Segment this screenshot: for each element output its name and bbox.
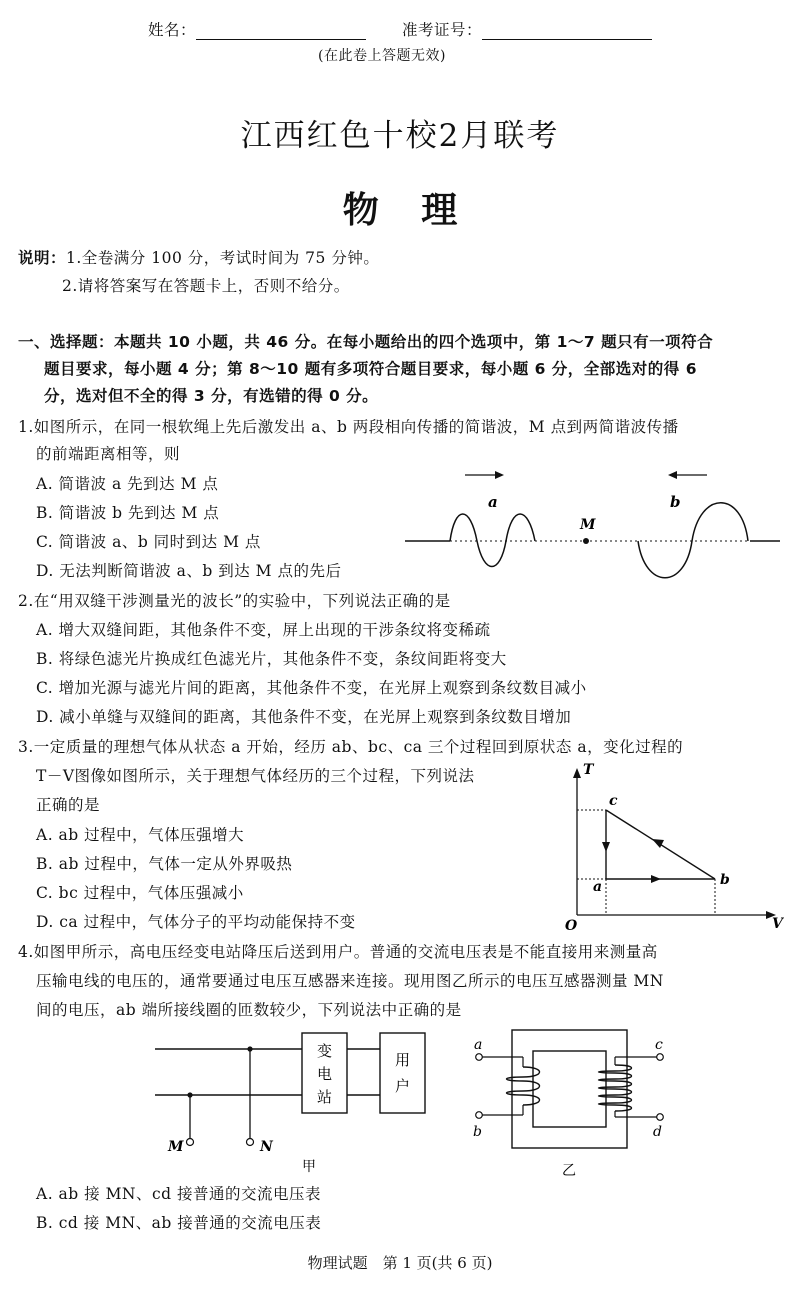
station-char: 站 (317, 1088, 333, 1106)
q3-option-b: B. ab 过程中，气体一定从外界吸热 (36, 855, 293, 873)
invalid-note: (在此卷上答题无效) (318, 48, 446, 64)
q1-option-b: B. 简谐波 b 先到达 M 点 (36, 504, 220, 522)
q4-option-a: A. ab 接 MN、cd 接普通的交流电压表 (36, 1185, 322, 1203)
q1-option-d: D. 无法判断简谐波 a、b 到达 M 点的先后 (36, 562, 342, 580)
q2-option-b: B. 将绿色滤光片换成红色滤光片，其他条件不变，条纹间距将变大 (36, 650, 507, 668)
label-o: O (565, 918, 578, 934)
terminal-c (657, 1054, 664, 1061)
q4-figure-yi (465, 1025, 695, 1180)
q2-option-a: A. 增大双缝间距，其他条件不变，屏上出现的干涉条纹将变稀疏 (36, 621, 491, 639)
station-char: 变 (317, 1042, 333, 1060)
q2-stem: 2.在“用双缝干涉测量光的波长”的实验中，下列说法正确的是 (18, 592, 451, 610)
terminal-a (476, 1054, 483, 1061)
name-field-row (148, 20, 366, 40)
label-m: M (580, 517, 596, 533)
q4-figure-jia (150, 1025, 440, 1175)
arrow-a-head (495, 471, 504, 479)
arrow-ab (651, 875, 661, 883)
q2-option-c: C. 增加光源与滤光片间的距离，其他条件不变，在光屏上观察到条纹数目减小 (36, 679, 587, 697)
q3-option-a: A. ab 过程中，气体压强增大 (36, 826, 245, 844)
t-axis-arrow (573, 768, 581, 778)
instruction-item: 1.全卷满分 100 分，考试时间为 75 分钟。 (66, 249, 380, 267)
q3-stem-line: 正确的是 (36, 796, 101, 814)
section-heading-line: 题目要求，每小题 4 分；第 8～10 题有多项符合题目要求，每小题 6 分，全部选对的得 6 (44, 360, 697, 378)
label-c: c (609, 793, 618, 809)
q4-stem-line: 间的电压，ab 端所接线圈的匝数较少，下列说法中正确的是 (36, 1001, 462, 1019)
user-char: 户 (395, 1077, 411, 1095)
section-heading-line: 一、选择题：本题共 10 小题，共 46 分。在每小题给出的四个选项中，第 1～7 题只有一项符合 (18, 333, 714, 351)
name-blank (196, 21, 366, 40)
q3-option-c: C. bc 过程中，气体压强减小 (36, 884, 244, 902)
arrow-b-head (668, 471, 677, 479)
instructions-label: 说明： (18, 249, 67, 267)
q1-wave-figure (400, 465, 785, 590)
point-m (583, 538, 589, 544)
q4-stem-line: 压输电线的电压的，通常要通过电压互感器来连接。现用图乙所示的电压互感器测量 MN (36, 972, 664, 990)
terminal-n (247, 1139, 254, 1146)
name-label: 姓名： (148, 21, 197, 39)
exam-no-field-row (402, 20, 652, 40)
label-m: M (168, 1139, 184, 1155)
q3-option-d: D. ca 过程中，气体分子的平均动能保持不变 (36, 913, 356, 931)
q1-option-c: C. 简谐波 a、b 同时到达 M 点 (36, 533, 261, 551)
core-inner (533, 1051, 606, 1127)
label-a: a (593, 879, 603, 895)
q3-stem-line: 3.一定质量的理想气体从状态 a 开始，经历 ab、bc、ca 三个过程回到原状态 a，变化过程的 (18, 738, 684, 756)
exam-title: 江西红色十校2月联考 (240, 118, 560, 154)
q2-option-d: D. 减小单缝与双缝间的距离，其他条件不变，在光屏上观察到条纹数目增加 (36, 708, 572, 726)
page-footer: 物理试题 第 1 页(共 6 页) (307, 1254, 493, 1272)
user-box (380, 1033, 425, 1113)
label-b: b (473, 1124, 482, 1140)
instructions-row-1 (18, 248, 379, 268)
label-t: T (583, 762, 594, 778)
q4-option-b: B. cd 接 MN、ab 接普通的交流电压表 (36, 1214, 322, 1232)
q3-tv-graph (560, 760, 790, 935)
arrow-bc (652, 839, 664, 848)
q1-stem-line: 的前端距离相等，则 (36, 445, 181, 463)
arrow-ca (602, 842, 610, 852)
label-d: d (653, 1124, 662, 1140)
section-heading-line: 分，选对但不全的得 3 分，有选错的得 0 分。 (44, 387, 379, 405)
q1-stem-line: 1.如图所示，在同一根软绳上先后激发出 a、b 两段相向传播的简谐波，M 点到两简谐波传播 (18, 418, 679, 436)
terminal-b (476, 1112, 483, 1119)
caption-yi: 乙 (562, 1163, 576, 1179)
terminal-d (657, 1114, 664, 1121)
caption-jia: 甲 (302, 1159, 316, 1175)
subject-title: 物 理 (342, 190, 458, 231)
node-m (187, 1092, 192, 1097)
label-n: N (260, 1139, 273, 1155)
exam-no-label: 准考证号： (402, 21, 483, 39)
label-b: b (670, 493, 681, 511)
station-char: 电 (317, 1065, 333, 1083)
label-v: V (772, 916, 783, 932)
exam-no-blank (482, 21, 652, 40)
label-a: a (474, 1037, 483, 1053)
q3-stem-line: T－V图像如图所示，关于理想气体经历的三个过程，下列说法 (36, 767, 475, 785)
instruction-item: 2.请将答案写在答题卡上，否则不给分。 (62, 277, 350, 295)
label-a: a (488, 493, 498, 511)
terminal-m (187, 1139, 194, 1146)
label-b: b (720, 872, 730, 888)
q4-stem-line: 4.如图甲所示，高电压经变电站降压后送到用户。普通的交流电压表是不能直接用来测量高 (18, 943, 658, 961)
user-char: 用 (395, 1051, 411, 1069)
label-c: c (655, 1037, 663, 1053)
q1-option-a: A. 简谐波 a 先到达 M 点 (36, 475, 219, 493)
node-n (247, 1046, 252, 1051)
